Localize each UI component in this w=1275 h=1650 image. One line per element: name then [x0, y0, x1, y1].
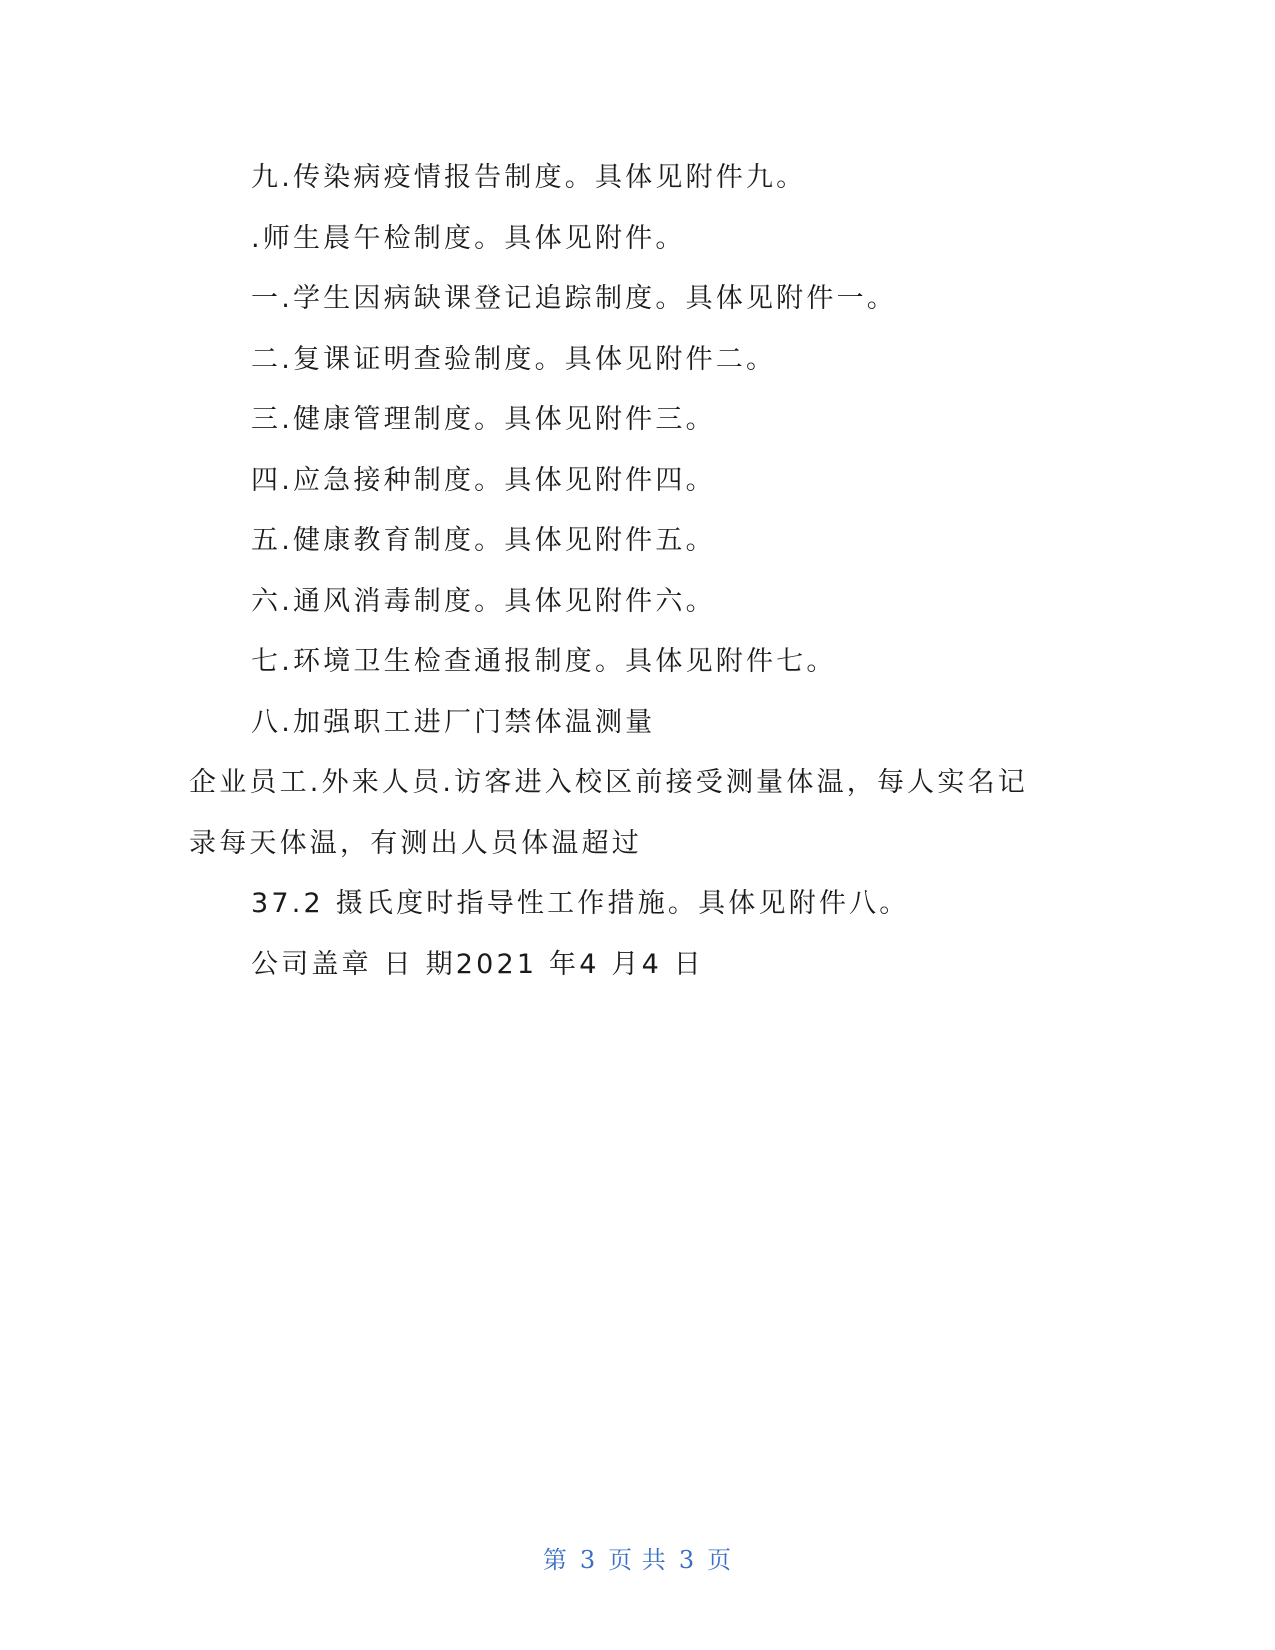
text-line: 一.学生因病缺课登记追踪制度。具体见附件一。	[251, 283, 897, 314]
text-line: 企业员工.外来人员.访客进入校区前接受测量体温，每人实名记	[189, 767, 1028, 798]
page-number-footer	[0, 1540, 1275, 1575]
page-mid: 页 共	[608, 1546, 667, 1574]
page-current: 3	[579, 1546, 597, 1574]
text-line: 六.通风消毒制度。具体见附件六。	[251, 585, 716, 617]
page-total: 3	[678, 1546, 696, 1574]
text-line: 八.加强职工进厂门禁体温测量	[251, 706, 656, 738]
text-line: 九.传染病疫情报告制度。具体见附件九。	[251, 162, 807, 193]
text-line: .师生晨午检制度。具体见附件。	[251, 222, 686, 254]
text-line: 37.2 摄氏度时指导性工作措施。具体见附件八。	[251, 888, 910, 919]
document-body	[189, 148, 1069, 995]
text-line: 三.健康管理制度。具体见附件三。	[251, 404, 716, 435]
signature-date-line: 公司盖章 日 期2021 年4 月4 日	[251, 948, 704, 980]
text-line: 录每天体温，有测出人员体温超过	[189, 827, 642, 859]
page-prefix: 第	[542, 1546, 568, 1574]
text-line: 四.应急接种制度。具体见附件四。	[251, 464, 716, 496]
text-line: 二.复课证明查验制度。具体见附件二。	[251, 343, 777, 375]
text-line: 五.健康教育制度。具体见附件五。	[251, 525, 716, 556]
text-line: 七.环境卫生检查通报制度。具体见附件七。	[251, 646, 837, 677]
page-suffix: 页	[707, 1546, 733, 1574]
